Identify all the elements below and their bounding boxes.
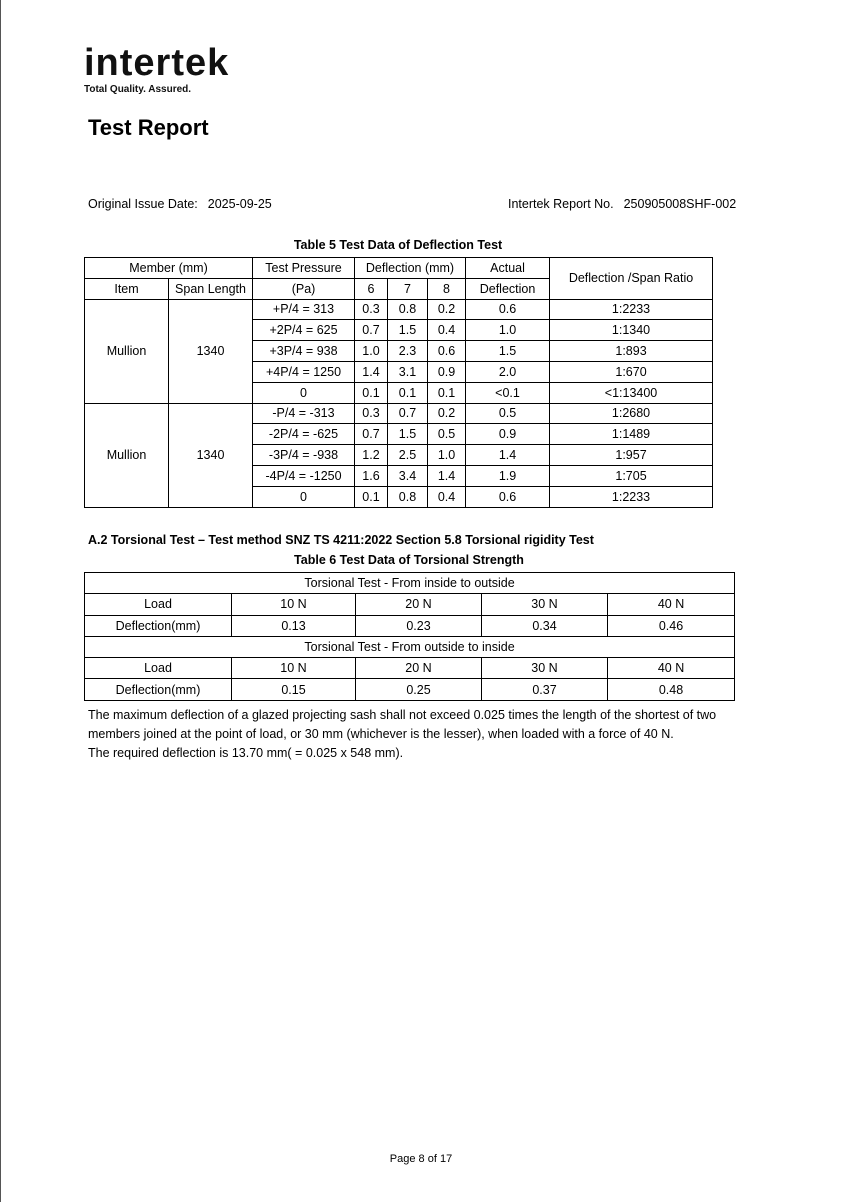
table-cell: <1:13400 [550,382,713,403]
table-cell: 0.8 [388,299,428,320]
table-cell: 30 N [482,594,608,615]
table-cell: 0.34 [482,615,608,636]
table-cell: 1.4 [466,445,550,466]
table-cell: 1.0 [466,320,550,341]
section-a2-title: A.2 Torsional Test – Test method SNZ TS 4211:2022 Section 5.8 Torsional rigidity Test [88,533,594,547]
note-line: members joined at the point of load, or 30 mm (whichever is the lesser), when loaded with a force of 40 N. [88,727,674,741]
span-cell: 1340 [169,299,253,403]
table-cell: 2.3 [388,341,428,362]
table-cell: 0 [253,486,355,507]
issue-date-label: Original Issue Date: [88,197,198,211]
header-cell: Deflection /Span Ratio [550,258,713,300]
table5-caption: Table 5 Test Data of Deflection Test [293,238,503,252]
table-cell: <0.1 [466,382,550,403]
table-cell: 2.5 [388,445,428,466]
table-cell: 40 N [608,658,735,679]
table-cell: 1:2233 [550,299,713,320]
table-cell: +3P/4 = 938 [253,341,355,362]
table-cell: 0.23 [356,615,482,636]
table-cell: 1:670 [550,361,713,382]
table-cell: 1.2 [355,445,388,466]
table-cell: 1.0 [355,341,388,362]
table-cell: 3.1 [388,361,428,382]
header-cell: Member (mm) [85,258,253,279]
table-cell: 0 [253,382,355,403]
torsional-table [84,572,735,701]
table-cell: 1.5 [388,320,428,341]
table-row [85,636,735,657]
table-cell: 1.5 [466,341,550,362]
header-cell: 7 [388,278,428,299]
table-cell: 30 N [482,658,608,679]
table-cell: 20 N [356,594,482,615]
table-cell: -4P/4 = -1250 [253,465,355,486]
logo-tagline: Total Quality. Assured. [84,84,192,95]
table-cell: 0.2 [428,299,466,320]
table-cell: 0.7 [355,424,388,445]
table-cell: 1.4 [355,361,388,382]
header-cell: Item [85,278,169,299]
deflection-table [84,257,713,508]
table-header-row [85,258,713,279]
table-cell: -2P/4 = -625 [253,424,355,445]
table-cell: 1:1340 [550,320,713,341]
table6-caption: Table 6 Test Data of Torsional Strength [294,553,524,567]
table-cell: +P/4 = 313 [253,299,355,320]
table-cell: 0.8 [388,486,428,507]
table-cell: 1.0 [428,445,466,466]
block-heading: Torsional Test - From inside to outside [85,573,735,594]
table-cell: 0.46 [608,615,735,636]
table-cell: 0.1 [355,382,388,403]
logo-wordmark: intertek [84,42,230,84]
table-cell: 3.4 [388,465,428,486]
header-cell: Test Pressure [253,258,355,279]
table-cell: 1:705 [550,465,713,486]
table-cell: 1:1489 [550,424,713,445]
table-row [85,594,735,615]
table-row [85,299,713,320]
header-cell: (Pa) [253,278,355,299]
table-cell: 0.1 [428,382,466,403]
table-cell: +2P/4 = 625 [253,320,355,341]
row-label: Load [85,658,232,679]
header-cell: Span Length [169,278,253,299]
table-row [85,403,713,424]
table-row [85,658,735,679]
table-cell: 0.6 [428,341,466,362]
table-cell: 0.2 [428,403,466,424]
issue-date [88,197,272,211]
table-cell: 1.4 [428,465,466,486]
table-cell: 1.5 [388,424,428,445]
span-cell: 1340 [169,403,253,507]
table-row [85,615,735,636]
notes-paragraph [88,706,768,763]
page-number: Page 8 of 17 [389,1153,453,1165]
table-cell: 10 N [232,594,356,615]
table-cell: 0.6 [466,299,550,320]
row-label: Deflection(mm) [85,679,232,700]
table-cell: -P/4 = -313 [253,403,355,424]
table-cell: 1:893 [550,341,713,362]
table-cell: 0.3 [355,403,388,424]
table-cell: 1:2233 [550,486,713,507]
page-edge [0,0,1,1202]
table-cell: 0.3 [355,299,388,320]
header-cell: Actual [466,258,550,279]
table-cell: 0.1 [388,382,428,403]
table-cell: 0.4 [428,486,466,507]
note-line: The maximum deflection of a glazed projecting sash shall not exceed 0.025 times the length of the shortest of two [88,708,717,722]
table-cell: 20 N [356,658,482,679]
table-cell: 0.6 [466,486,550,507]
table-cell: 0.5 [466,403,550,424]
table-cell: 1.9 [466,465,550,486]
table-row [85,573,735,594]
table-cell: 0.7 [355,320,388,341]
table-cell: 0.25 [356,679,482,700]
table-cell: 2.0 [466,361,550,382]
table-cell: 0.5 [428,424,466,445]
table-cell: 1.6 [355,465,388,486]
report-number-value: 250905008SHF-002 [623,197,737,211]
table-cell: 0.48 [608,679,735,700]
table-cell: -3P/4 = -938 [253,445,355,466]
row-label: Deflection(mm) [85,615,232,636]
table-cell: 0.37 [482,679,608,700]
table-cell: 1:957 [550,445,713,466]
page-title: Test Report [88,115,209,140]
table-cell: 0.13 [232,615,356,636]
header-cell: Deflection [466,278,550,299]
table-cell: 0.9 [428,361,466,382]
header-cell: 6 [355,278,388,299]
table-cell: 0.4 [428,320,466,341]
table-cell: 0.1 [355,486,388,507]
table-cell: +4P/4 = 1250 [253,361,355,382]
table-row [85,679,735,700]
table-cell: 0.9 [466,424,550,445]
header-cell: Deflection (mm) [355,258,466,279]
row-label: Load [85,594,232,615]
note-line: The required deflection is 13.70 mm( = 0.025 x 548 mm). [88,746,404,760]
block-heading: Torsional Test - From outside to inside [85,636,735,657]
item-cell: Mullion [85,403,169,507]
table-cell: 1:2680 [550,403,713,424]
report-number-label: Intertek Report No. [508,197,614,211]
item-cell: Mullion [85,299,169,403]
table-cell: 10 N [232,658,356,679]
table-cell: 0.15 [232,679,356,700]
intertek-logo [84,40,229,95]
table-cell: 0.7 [388,403,428,424]
issue-date-value: 2025-09-25 [207,197,272,211]
table-cell: 40 N [608,594,735,615]
header-cell: 8 [428,278,466,299]
report-number [508,197,736,211]
